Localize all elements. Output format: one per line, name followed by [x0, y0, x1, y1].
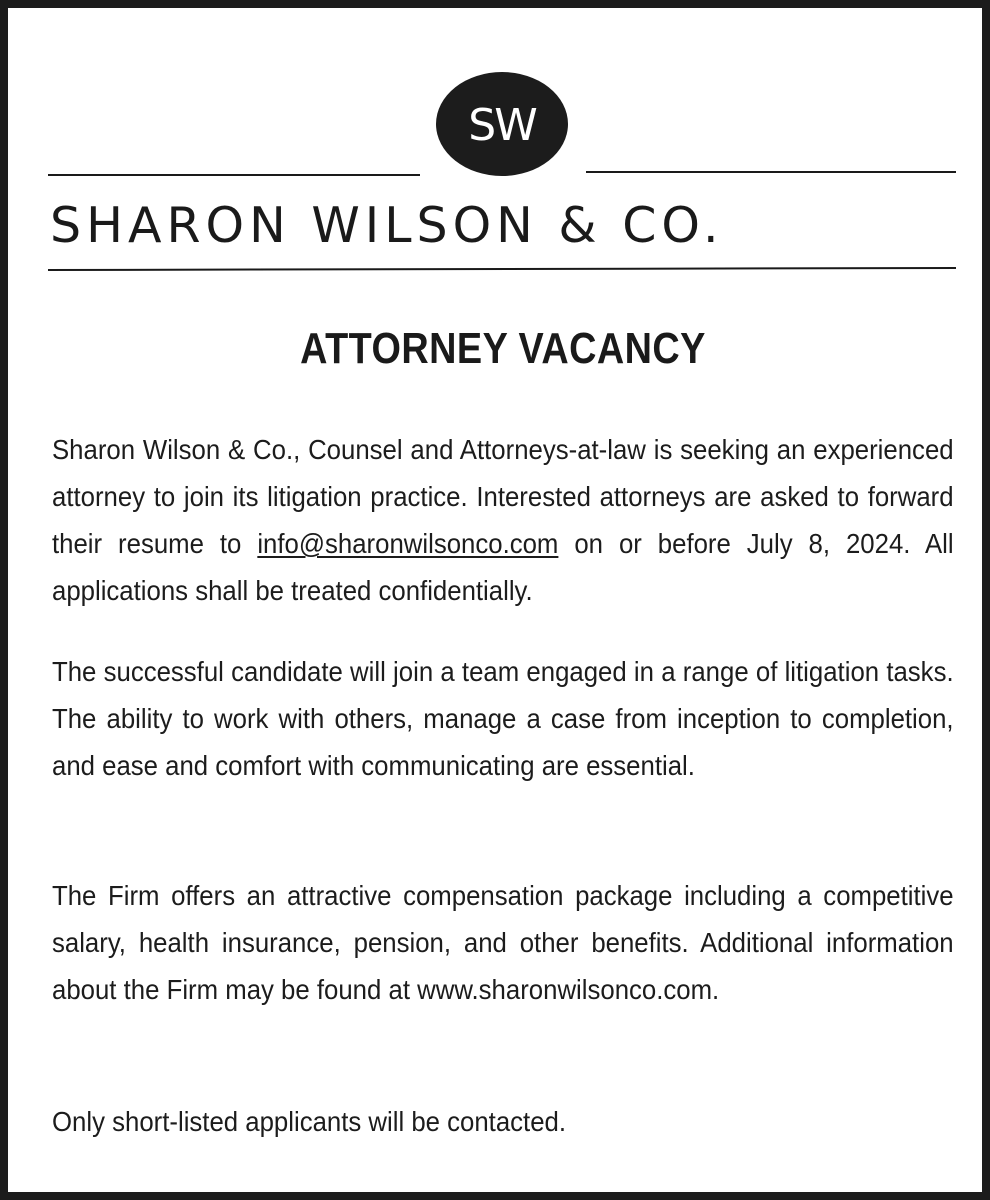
- firm-logo: [40, 68, 966, 278]
- intro-text-start: Sharon Wilson & Co., Counsel and Attorneys-at-law is seeking an experienced attorney to join its litigation practice. Interested attorneys are asked to forward their resume to: [52, 434, 954, 559]
- logo-rule-bottom: [48, 268, 956, 270]
- firm-name: SHARON WILSON & CO.: [50, 197, 724, 254]
- intro-text-end: on or before July 8, 2024. All applications shall be treated confidentially.: [52, 528, 954, 606]
- monogram-text: SW: [468, 100, 536, 151]
- paragraph-benefits: The Firm offers an attractive compensation package including a competitive salary, health insurance, pension, and other benefits. Additional information about the Firm may be found at www.sharonwilsonco.com.: [52, 880, 954, 1005]
- paragraph-closing: Only short-listed applicants will be contacted.: [52, 1106, 567, 1137]
- paragraph-requirements: The successful candidate will join a team engaged in a range of litigation tasks. The ability to work with others, manage a case from inception to completion, and ease and comfort with communicating are essential.: [52, 656, 954, 781]
- email-link[interactable]: info@sharonwilsonco.com: [257, 528, 559, 559]
- paragraph-intro: [52, 426, 954, 614]
- vacancy-headline: ATTORNEY VACANCY: [300, 324, 706, 373]
